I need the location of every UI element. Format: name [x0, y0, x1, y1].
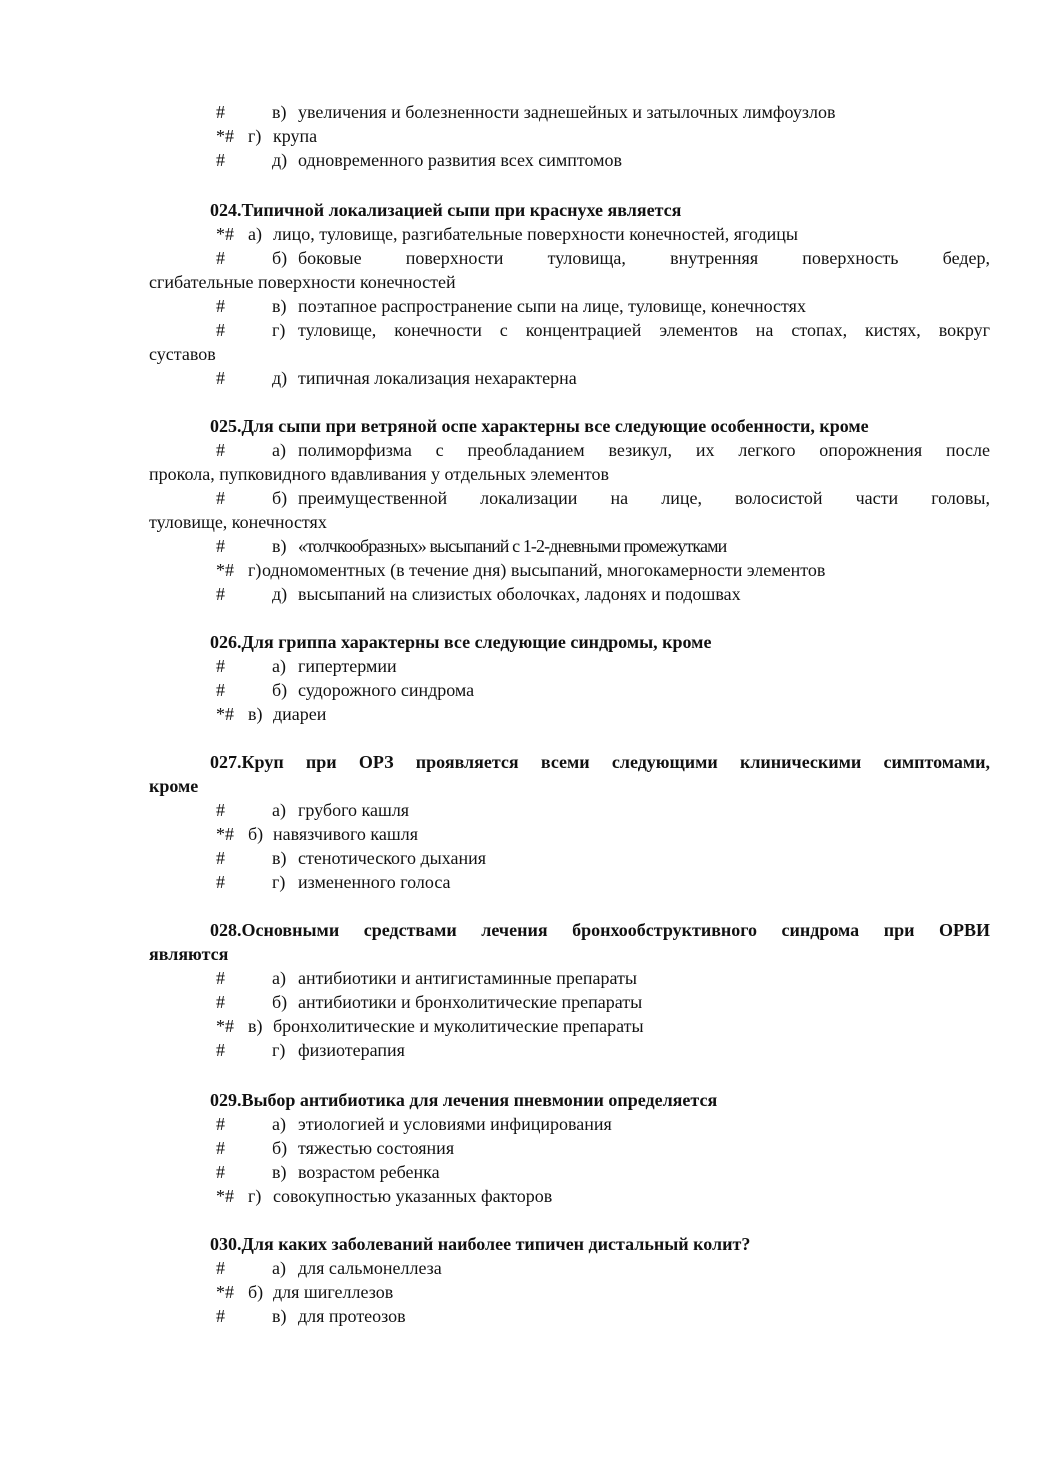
answer-letter: г) — [248, 1186, 262, 1206]
answer-text: одномоментных (в течение дня) высыпаний, многокамерности элементов — [262, 560, 826, 580]
question-title — [210, 750, 990, 774]
answer-text: для шигеллезов — [273, 1282, 394, 1302]
answer-letter: в) — [248, 1016, 263, 1036]
question-title — [210, 198, 681, 222]
answer-option — [0, 678, 1039, 702]
answer-option-continuation — [0, 342, 1039, 366]
answer-text: тяжестью состояния — [298, 1138, 455, 1158]
question-title — [210, 414, 869, 438]
question-heading — [0, 1232, 1039, 1256]
answer-marker: # — [216, 1138, 225, 1158]
answer-letter: г) — [272, 872, 286, 892]
answer-marker: # — [216, 150, 225, 170]
question-number: 030. — [210, 1234, 242, 1254]
answer-text: диареи — [273, 704, 327, 724]
answer-text-continuation: туловище, конечностях — [149, 512, 327, 532]
answer-text: бронхолитические и муколитические препараты — [273, 1016, 644, 1036]
answer-option — [0, 1112, 1039, 1136]
question-text: Основными средствами лечения бронхообструктивного синдрома при ОРВИ — [241, 920, 990, 940]
answer-letter: г) — [272, 320, 286, 340]
answer-letter: г) — [272, 1040, 286, 1060]
answer-option — [0, 222, 1039, 246]
question-title — [210, 1088, 717, 1112]
answer-letter: а) — [272, 440, 286, 460]
answer-letter: а) — [272, 1258, 286, 1278]
question-number: 028. — [210, 920, 242, 940]
answer-letter: в) — [272, 1306, 287, 1326]
answer-text: одновременного развития всех симптомов — [298, 150, 623, 170]
answer-option — [0, 654, 1039, 678]
answer-text: измененного голоса — [298, 872, 451, 892]
question-text: Для каких заболеваний наиболее типичен дистальный колит? — [241, 1234, 751, 1254]
answer-text: высыпаний на слизистых оболочках, ладонях и подошвах — [298, 584, 741, 604]
answer-letter: г) — [248, 126, 262, 146]
answer-option — [0, 100, 1039, 124]
correct-answer-marker: *# — [216, 1186, 234, 1206]
answer-marker: # — [216, 848, 225, 868]
correct-answer-marker: *# — [216, 126, 234, 146]
answer-option — [0, 438, 1039, 462]
answer-letter: б) — [272, 680, 288, 700]
answer-option — [0, 1136, 1039, 1160]
question-number: 025. — [210, 416, 242, 436]
correct-answer-marker: *# — [216, 704, 234, 724]
answer-text: «толчкообразных» высыпаний с 1-2-дневными промежутками — [298, 536, 727, 556]
answer-text: преимущественной локализации на лице, волосистой части головы, — [298, 488, 990, 508]
answer-text-continuation: прокола, пупковидного вдавливания у отдельных элементов — [149, 464, 609, 484]
answer-option — [0, 990, 1039, 1014]
correct-answer-marker: *# — [216, 1016, 234, 1036]
answer-text: этиологией и условиями инфицирования — [298, 1114, 612, 1134]
answer-marker: # — [216, 1162, 225, 1182]
answer-letter: б) — [248, 1282, 264, 1302]
answer-option — [0, 1160, 1039, 1184]
answer-marker: # — [216, 872, 225, 892]
answer-option — [0, 1304, 1039, 1328]
question-heading — [0, 630, 1039, 654]
question-number: 026. — [210, 632, 242, 652]
answer-letter: д) — [272, 150, 288, 170]
answer-letter: б) — [272, 1138, 288, 1158]
answer-letter: б) — [272, 248, 288, 268]
answer-option — [0, 366, 1039, 390]
answer-letter: а) — [272, 1114, 286, 1134]
answer-letter: б) — [248, 824, 264, 844]
question-heading — [0, 414, 1039, 438]
answer-marker: # — [216, 1040, 225, 1060]
answer-text: гипертермии — [298, 656, 397, 676]
answer-text: боковые поверхности туловища, внутренняя поверхность бедер, — [298, 248, 990, 268]
question-title — [210, 918, 990, 942]
answer-text: полиморфизма с преобладанием везикул, их легкого опорожнения после — [298, 440, 990, 460]
question-number: 027. — [210, 752, 242, 772]
question-heading — [0, 918, 1039, 942]
answer-marker: # — [216, 102, 225, 122]
answer-marker: # — [216, 320, 225, 340]
answer-letter: г) — [248, 560, 262, 580]
answer-option — [0, 1038, 1039, 1062]
answer-marker: # — [216, 296, 225, 316]
answer-letter: в) — [272, 1162, 287, 1182]
answer-option — [0, 148, 1039, 172]
answer-text: совокупностью указанных факторов — [273, 1186, 553, 1206]
answer-marker: # — [216, 536, 225, 556]
answer-letter: б) — [272, 488, 288, 508]
answer-option-continuation — [0, 510, 1039, 534]
answer-text: судорожного синдрома — [298, 680, 475, 700]
answer-marker: # — [216, 368, 225, 388]
answer-letter: а) — [248, 224, 262, 244]
question-text: Выбор антибиотика для лечения пневмонии определяется — [241, 1090, 718, 1110]
question-text: Круп при ОРЗ проявляется всеми следующими клиническими симптомами, — [241, 752, 990, 772]
answer-letter: в) — [248, 704, 263, 724]
question-text: Для гриппа характерны все следующие синдромы, кроме — [241, 632, 712, 652]
question-text: Типичной локализацией сыпи при краснухе является — [241, 200, 682, 220]
answer-option — [0, 294, 1039, 318]
answer-option — [0, 702, 1039, 726]
answer-text: грубого кашля — [298, 800, 410, 820]
answer-letter: б) — [272, 992, 288, 1012]
question-title — [210, 1232, 750, 1256]
answer-marker: # — [216, 440, 225, 460]
answer-text-continuation: суставов — [149, 344, 216, 364]
correct-answer-marker: *# — [216, 560, 234, 580]
answer-marker: # — [216, 656, 225, 676]
answer-letter: в) — [272, 536, 287, 556]
answer-text: туловище, конечности с концентрацией элементов на стопах, кистях, вокруг — [298, 320, 990, 340]
correct-answer-marker: *# — [216, 824, 234, 844]
answer-marker: # — [216, 680, 225, 700]
answer-text: типичная локализация нехарактерна — [298, 368, 577, 388]
answer-option — [0, 822, 1039, 846]
question-text-continuation: являются — [149, 944, 229, 964]
answer-text: увеличения и болезненности заднешейных и затылочных лимфоузлов — [298, 102, 836, 122]
answer-option — [0, 246, 1039, 270]
answer-marker: # — [216, 992, 225, 1012]
answer-marker: # — [216, 968, 225, 988]
answer-marker: # — [216, 800, 225, 820]
question-text-continuation: кроме — [149, 776, 199, 796]
answer-option — [0, 798, 1039, 822]
correct-answer-marker: *# — [216, 1282, 234, 1302]
answer-option — [0, 534, 1039, 558]
answer-marker: # — [216, 488, 225, 508]
answer-option — [0, 486, 1039, 510]
answer-text: навязчивого кашля — [273, 824, 418, 844]
answer-marker: # — [216, 584, 225, 604]
answer-option — [0, 846, 1039, 870]
answer-option-continuation — [0, 270, 1039, 294]
answer-text: крупа — [273, 126, 318, 146]
answer-letter: д) — [272, 584, 288, 604]
answer-option — [0, 1280, 1039, 1304]
answer-letter: в) — [272, 296, 287, 316]
question-heading — [0, 750, 1039, 774]
question-title — [210, 630, 711, 654]
question-number: 024. — [210, 200, 242, 220]
answer-option — [0, 1256, 1039, 1280]
answer-text: антибиотики и антигистаминные препараты — [298, 968, 637, 988]
answer-option — [0, 124, 1039, 148]
answer-letter: в) — [272, 102, 287, 122]
answer-letter: а) — [272, 656, 286, 676]
answer-text: стенотического дыхания — [298, 848, 487, 868]
answer-option — [0, 558, 1039, 582]
answer-marker: # — [216, 1258, 225, 1278]
question-heading — [0, 198, 1039, 222]
answer-letter: в) — [272, 848, 287, 868]
answer-option — [0, 318, 1039, 342]
answer-option — [0, 1014, 1039, 1038]
answer-text: физиотерапия — [298, 1040, 405, 1060]
answer-marker: # — [216, 248, 225, 268]
correct-answer-marker: *# — [216, 224, 234, 244]
answer-text: для сальмонеллеза — [298, 1258, 442, 1278]
question-heading-continuation — [0, 942, 1039, 966]
answer-option — [0, 1184, 1039, 1208]
question-heading — [0, 1088, 1039, 1112]
answer-letter: а) — [272, 968, 286, 988]
answer-option — [0, 582, 1039, 606]
question-text: Для сыпи при ветряной оспе характерны все следующие особенности, кроме — [241, 416, 869, 436]
answer-text: антибиотики и бронхолитические препараты — [298, 992, 643, 1012]
answer-option-continuation — [0, 462, 1039, 486]
answer-option — [0, 870, 1039, 894]
answer-option — [0, 966, 1039, 990]
answer-text: для протеозов — [298, 1306, 406, 1326]
answer-text: поэтапное распространение сыпи на лице, туловище, конечностях — [298, 296, 806, 316]
question-number: 029. — [210, 1090, 242, 1110]
answer-text: возрастом ребенка — [298, 1162, 440, 1182]
answer-marker: # — [216, 1114, 225, 1134]
answer-text-continuation: сгибательные поверхности конечностей — [149, 272, 456, 292]
answer-marker: # — [216, 1306, 225, 1326]
question-heading-continuation — [0, 774, 1039, 798]
answer-text: лицо, туловище, разгибательные поверхности конечностей, ягодицы — [273, 224, 799, 244]
answer-letter: д) — [272, 368, 288, 388]
answer-letter: а) — [272, 800, 286, 820]
